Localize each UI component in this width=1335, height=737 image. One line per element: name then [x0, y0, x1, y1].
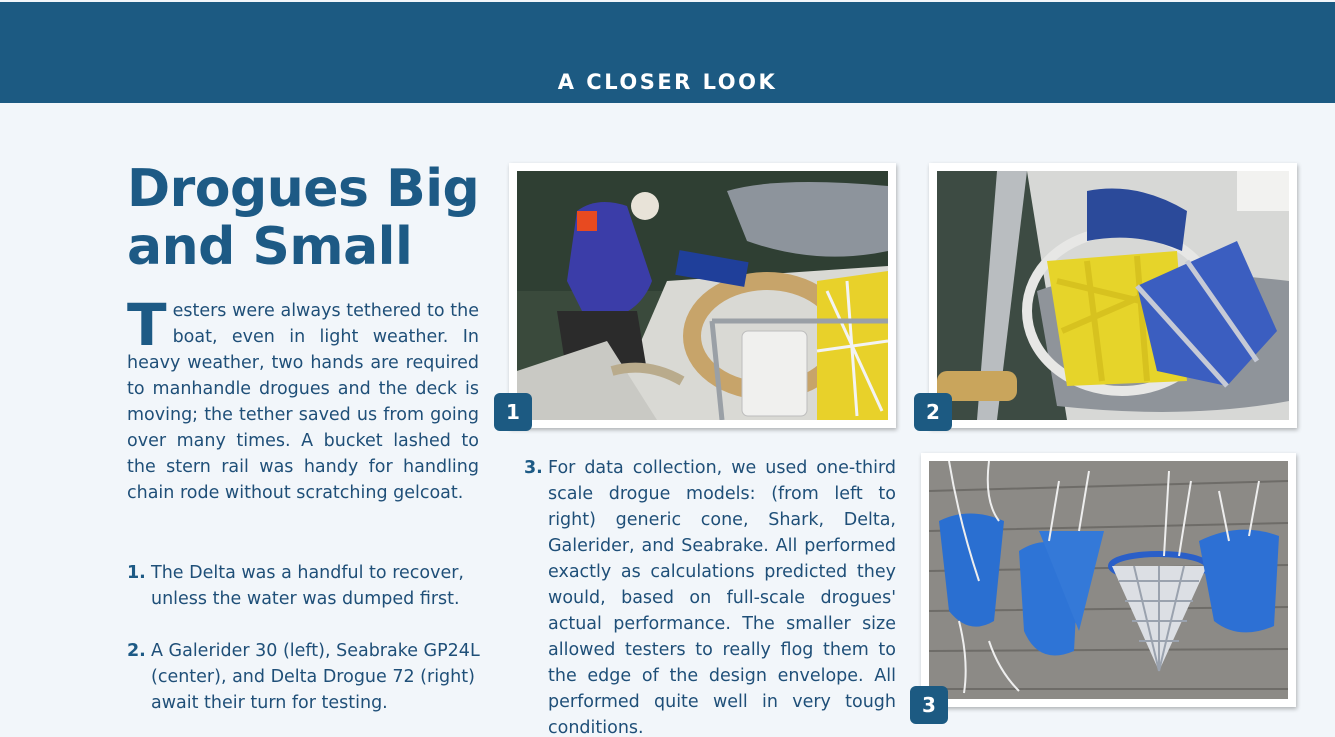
photo-badge-1: 1: [494, 393, 532, 431]
caption-item-2: [127, 638, 497, 716]
headline-line-1: Drogues Big: [127, 159, 480, 219]
photo-badge-3: 3: [910, 686, 948, 724]
caption-item-3: [524, 455, 896, 737]
photo-scale-drogue-models: [929, 461, 1288, 699]
section-title: A CLOSER LOOK: [557, 70, 778, 94]
photo-frame-2: [929, 163, 1297, 428]
article-headline: [127, 160, 507, 276]
caption-list-right: [524, 455, 896, 737]
photo-badge-2: 2: [914, 393, 952, 431]
photo-drogues-in-cockpit: [937, 171, 1289, 420]
caption-number: 3.: [524, 458, 543, 478]
photo-tester-recovering-drogue: [517, 171, 888, 420]
headline-line-2: and Small: [127, 217, 413, 277]
photo-frame-3: [921, 453, 1296, 707]
photo-frame-1: [509, 163, 896, 428]
caption-item-1: [127, 560, 497, 612]
caption-number: 1.: [127, 563, 146, 583]
intro-text: esters were always tethered to the boat, even in light weather. In heavy weather, two hands are required to manhandle drogues and the deck is moving; the tether saved us from going over many times. A bucket lashed to the stern rail was handy for handling chain rode without scratching gelcoat.: [127, 301, 479, 503]
caption-text: For data collection, we used one-third scale drogue models: (from left to right) generic cone, Shark, Delta, Galerider, and Seabrake. All performed exactly as calculations predicted they would, based on full-scale drogues' actual performance. The smaller size allowed testers to really flog them to the edge of the design envelope. All performed quite well in very tough conditions.: [548, 458, 896, 737]
drop-cap: T: [127, 291, 167, 359]
caption-text: A Galerider 30 (left), Seabrake GP24L (center), and Delta Drogue 72 (right) await their turn for testing.: [151, 641, 480, 713]
caption-list-left: [127, 560, 497, 737]
caption-number: 2.: [127, 641, 146, 661]
intro-paragraph: [127, 291, 479, 506]
caption-text: The Delta was a handful to recover, unless the water was dumped first.: [151, 563, 464, 609]
section-banner: [0, 2, 1335, 103]
